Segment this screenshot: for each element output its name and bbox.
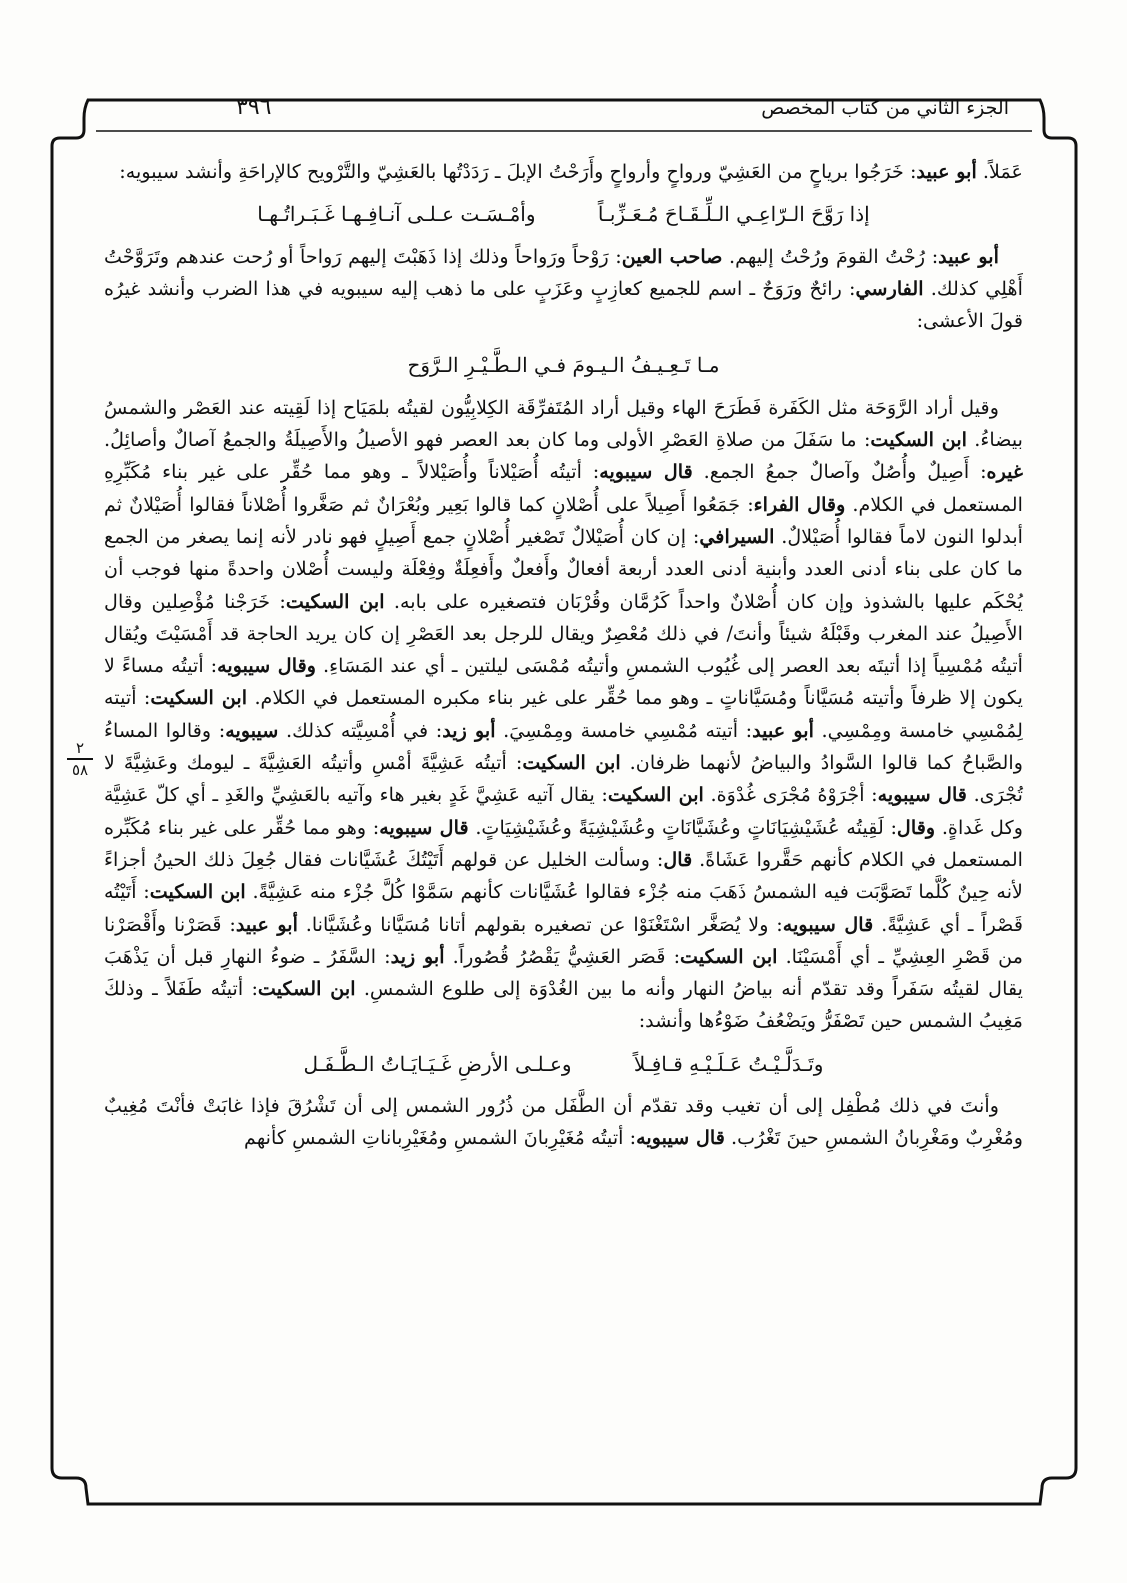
speaker-name: قال سيبويه	[599, 460, 693, 484]
paragraph-2	[104, 241, 1023, 338]
text-run: : أتيتُه مُغَيْرِبانَ الشمسِ ومُغَيْرِباناتِ الشمسِ كأنهم	[244, 1126, 637, 1150]
text-run: : أتيتُه أُصَيْلاناً وأُصَيْلالاً ـ وهو مما حُقِّر على غير بناء مُكَبِّرِهِ المستعمل في الكلام.	[104, 460, 1023, 516]
text-run: وقيل أراد الرَّوَحَة مثل الكَفَرة فَطَرَحَ الهاء وقيل أراد المُتَفرِّقَة الكِلابِيُّون لقيتُه بلمَيَاح إذا لَقِيته عند العَصْر والشمسُ بيضاءُ.	[104, 395, 1023, 452]
margin-note-bottom: ٥٨	[71, 761, 89, 779]
margin-folio-note	[63, 740, 97, 778]
speaker-name: صاحب العين	[621, 244, 723, 268]
speaker-name: ابن السكيت	[285, 589, 385, 613]
main-text	[104, 156, 1023, 1155]
text-run: : وقالوا المساءُ والصَّباحُ كما قالوا السَّوادُ والبياضُ لأنهما ظرفان.	[104, 718, 1023, 775]
text-run: : رُحْتُ القومَ ورُحْتُ إليهم.	[722, 244, 939, 268]
text-run: : جَمَعُوا أَصِيلاً على أُصْلانٍ كما قالوا بَعِير وبُعْرَانٌ ثم صَغَّروا أُصْلاناً فقالوا أُصَيْلانٌ ثم أبدلوا النون لاماً فقالوا أُصَيْلالٌ.	[104, 492, 1023, 548]
speaker-name: قال سيبويه	[379, 815, 469, 839]
text-run: : أتيتُه مساءً لا يكون إلا ظرفاً وأتيته مُسَيَّاناً ومُسَيَّاناتٍ ـ وهو مما حُقِّر على غير بناء مكبره المستعمل في الكلام.	[104, 654, 1023, 710]
text-run: عَمَلاً.	[976, 160, 1023, 183]
speaker-name: قال سيبويه	[877, 783, 967, 807]
paragraph-3	[104, 392, 1023, 1038]
text-run: : إن كان أُصَيْلالٌ تَصْغير أُصْلانٍ جمع أَصِيلٍ فهو نادر لأنه إنما يصغر من الجمع ما كان على بناء أدنى العدد وأبنية أدنى العدد أربعة أفعالٌ وأَفعلٌ وأَفعِلَةٌ وفِعْلَة وليست أُصْلان واحدةً منها فوجب أن يُحْكَم عليها بالشذوذ وإن كان أُصْلانٌ واحداً كَرُمَّان وقُرْبَان فتصغيره على بابه.	[104, 524, 1023, 613]
text-run: : قَصَر العَشِيُّ يَقْصُرُ قُصُوراً.	[444, 944, 681, 968]
speaker-name: سيبويه	[225, 718, 279, 742]
speaker-name: وقال	[896, 815, 936, 839]
speaker-name: أبو عبيد	[916, 160, 977, 183]
text-run: : وهو مما حُقِّر على غير بناء مُكَبِّره المستعمل في الكلام كأنهم حَقَّروا عَشَاةً.	[104, 815, 1023, 871]
speaker-name: أبو عبيد	[235, 912, 298, 936]
verse-3	[104, 1048, 1023, 1080]
text-run: : خَرَجْنا مُؤْصِلين وقال الأَصِيلُ عند المغرب وقَبْلَهُ شيئاً وأنتَ/ في ذلك مُعْصِرٌ ويقال للرجل بعد العَصْرِ إن كان يريد الحاجة قد أَمْسَيْتَ ويُقال أتيتُه مُمْسِياً إذا أتيتَه بعد العصر إلى غُيُوب الشمسِ وأتيتُه مُمْسَى ليلتين ـ أي عند المَسَاءِ.	[104, 589, 1023, 678]
speaker-name: ابن السكيت	[257, 977, 356, 1001]
verse-hemistich-right: وتَـدَلَّـيْـتُ عَـلَـيْـهِ قـافِـلاً	[633, 1051, 824, 1076]
text-run: : أجْرَوْهُ مُجْرَى غُدْوَة.	[703, 783, 878, 807]
text-run: : أَتَيْتُه قَصْراً ـ أي عَشِيَّةً.	[104, 880, 1023, 936]
margin-note-divider	[67, 758, 93, 760]
text-run: : أتيته لِمُمْسِي خامسة ومِمْسِي.	[104, 686, 1023, 742]
text-run: : خَرَجُوا برياحٍ من العَشِيّ ورواحٍ وأرواحٍ وأَرَحْتُ الإبلَ ـ رَدَدْتُها بالعَشِيّ والتَّرْويح كالإراحَةِ وأنشد سيبويه:	[119, 160, 917, 183]
verse-hemistich-right: إذا رَوَّحَ الـرّاعِـي الـلِّـقَـاحَ مُـعَـزِّبـاً	[597, 202, 870, 227]
text-run: : رَوْحاً ورَواحاً وذلك إذا ذَهَبْتَ إليهم رَواحاً أو رُحت عندهم وتَرَوَّحْتُ أَهْلِي كذلك.	[104, 244, 1023, 300]
verse-1	[104, 198, 1023, 230]
text-run: : رائحٌ ورَوَحٌ ـ اسم للجميع كعازِبٍ وعَزَبٍ على ما ذهب إليه سيبويه في هذا الضرب وأنشد غيرُه قولَ الأعشى:	[104, 276, 1023, 333]
speaker-name: ابن السكيت	[870, 428, 968, 452]
paragraph-1	[104, 156, 1023, 188]
speaker-name: السيرافي	[699, 524, 775, 548]
verse-line: مـا تَـعِـيـفُ الـيـومَ فـي الـطَّـيْـرِ الـرَّوَح	[407, 353, 720, 378]
text-run: : أَصِيلٌ وأُصُلٌ وآصالٌ جمعُ الجمع.	[692, 460, 987, 484]
text-run: : ما سَفَلَ من صلاةِ العَصْرِ الأولى وما كان بعد العصر فهو الأصيلُ والأَصِيلَةُ والجمعُ آصالٌ وأصائِلُ.	[104, 428, 871, 452]
text-run: : السَّفَرُ ـ ضوءُ النهارِ قبل أن يَذْهَبَ يقال لقيتُه سَفَراً وقد تقدّم أنه بياضُ النهار وأنه ما بين الغُدْوَة إلى طلوع الشمسِ.	[104, 944, 1023, 1001]
page-header	[100, 93, 1027, 129]
verse-hemistich-left: وأمْـسَـت عـلـى آنـافِـهـا غَـبَـراتُـهـا	[257, 202, 536, 227]
margin-note-top: ٢	[75, 739, 85, 757]
speaker-name: ابن السكيت	[149, 880, 246, 904]
speaker-name: أبو عبيد	[938, 244, 999, 268]
speaker-name: قال سيبويه	[636, 1126, 725, 1150]
text-run: : وسألت الخليل عن قولهم أَتَيْتُكَ عُشَيَّانات فقال جُعِلَ ذلك الحينُ أجزاءً لأنه حِينٌ كُلَّما تَصَوَّبَت فيه الشمسُ ذَهَبَ منه جُزْء فقالوا عُشَيَّانات كأنهم سَمَّوْا كُلَّ جُزْء منه عَشِيَّةً.	[104, 847, 1023, 904]
verse-hemistich-left: وعـلـى الأرضِ غَـيَـايَـاتُ الـطَّـفَـل	[303, 1051, 572, 1076]
speaker-name: أبو عبيد	[752, 718, 814, 742]
text-run: : يقال آتيه عَشِيَّ غَدٍ بغير هاء وآتيه بالعَشِيِّ والغَدِ ـ أي كلّ عَشِيَّة وكل غَداةٍ.	[104, 783, 1023, 839]
speaker-name: ابن السكيت	[680, 944, 778, 968]
text-run: : لَقِيتُه عُشَيْشِيَانَاتٍ وعُشَيَّانَاتٍ وعُشَيْشِيَةً وعُشَيْشِيَاتٍ.	[468, 815, 897, 839]
speaker-name: أبو زيد	[442, 718, 496, 742]
text-run: وأنتَ في ذلك مُطْفِل إلى أن تغيب وقد تقدّم أن الطَّفَل من ذُرُور الشمس إلى أن تَشْرُقَ فإذا غابَتْ فأنْتَ مُغِيبٌ ومُغْرِبٌ ومَغْرِبانُ الشمسِ حينَ تَغْرُب.	[104, 1094, 1023, 1150]
paragraph-4	[104, 1090, 1023, 1155]
verse-2	[104, 349, 1023, 381]
page-number: ٣٩٦	[236, 95, 272, 120]
speaker-name: ابن السكيت	[150, 686, 248, 710]
speaker-name: ابن السكيت	[522, 751, 621, 775]
speaker-name: وقال الفراء	[753, 492, 846, 516]
text-run: : في أُمْسِيَّته كذلك.	[278, 718, 443, 742]
speaker-name: أبو زيد	[390, 944, 445, 968]
speaker-name: قال سيبويه	[782, 912, 874, 936]
speaker-name: غيره	[986, 460, 1024, 484]
text-run: : أتيتُه عَشِيَّةَ أمْسِ وأتيتُه العَشِيَّةَ ـ ليومك وعَشِيَّةَ لا تُجْرَى.	[104, 751, 1023, 807]
text-run: : أتيتُه طَفَلاً ـ وذلكَ مَغِيبُ الشمس حين تَصْفَرُّ ويَضْعُفُ ضَوْءُها وأنشد:	[104, 977, 1023, 1033]
text-run: : ولا يُصَغَّر اسْتَغْنَوْا عن تصغيره بقولهم أتانا مُسَيَّانا وعُشَيَّانا.	[297, 912, 783, 936]
speaker-name: قال	[663, 847, 693, 871]
speaker-name: ابن السكيت	[607, 783, 704, 807]
speaker-name: وقال سيبويه	[217, 654, 317, 678]
running-title: الجزء الثاني من كتاب المخصص	[761, 97, 1009, 119]
text-run: : أتيته مُمْسِي خامسة ومِمْسِيَ.	[495, 718, 753, 742]
speaker-name: الفارسي	[855, 276, 924, 300]
text-run: : قَصَرْنا وأَقْصَرْنا من قَصْرِ العِشِيِّ ـ أي أَمْسَيْنَا.	[104, 912, 1023, 968]
